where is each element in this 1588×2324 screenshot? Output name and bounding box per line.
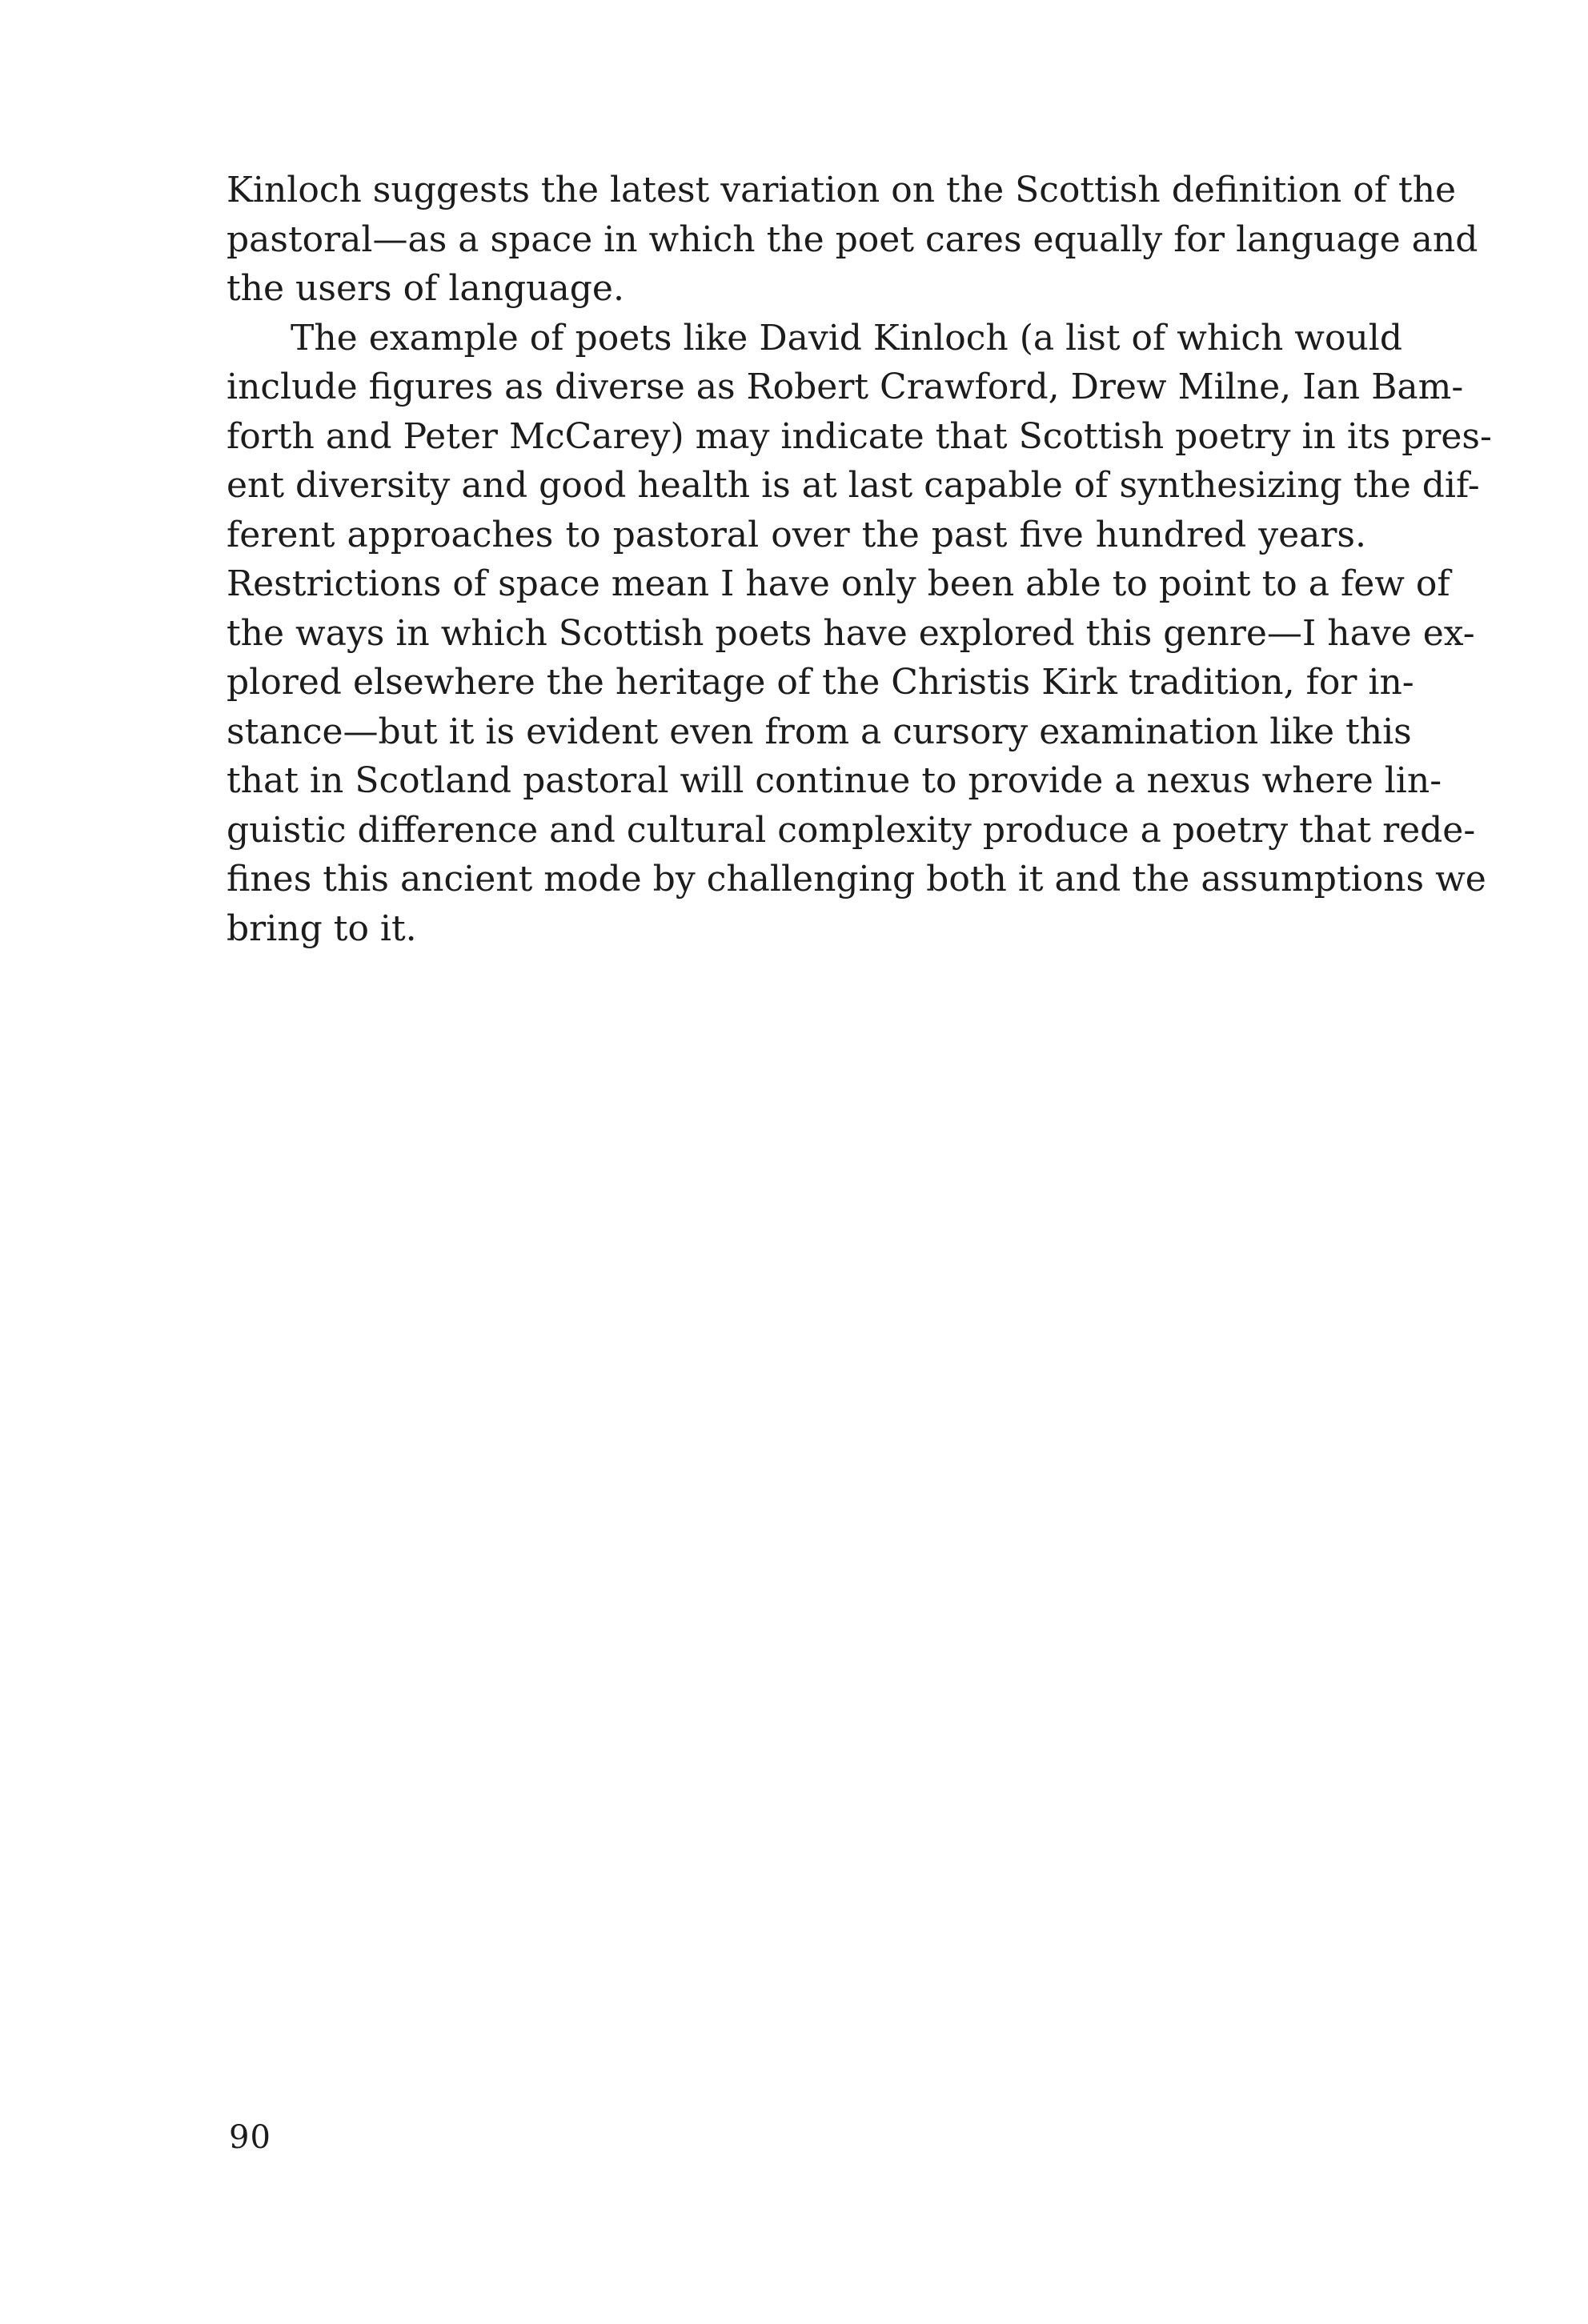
text-line: the ways in which Scottish poets have explored this genre—I have ex-: [227, 612, 1475, 654]
text-line: ferent approaches to pastoral over the past five hundred years.: [227, 514, 1366, 555]
text-line: that in Scotland pastoral will continue to provide a nexus where lin-: [227, 760, 1442, 801]
text-line: include figures as diverse as Robert Crawford, Drew Milne, Ian Bam-: [227, 367, 1464, 407]
text-line: fines this ancient mode by challenging both it and the assumptions we: [227, 859, 1486, 900]
text-line: The example of poets like David Kinloch (a list of which would: [291, 317, 1403, 359]
text-line: Kinloch suggests the latest variation on the Scottish definition of the: [227, 170, 1457, 210]
text-line: stance—but it is evident even from a cursory examination like this: [227, 711, 1412, 752]
text-line: plored elsewhere the heritage of the Christis Kirk tradition, for in-: [227, 662, 1414, 703]
body-text: [227, 166, 1492, 953]
text-line: ent diversity and good health is at last capable of synthesizing the dif-: [227, 465, 1480, 506]
text-line: guistic difference and cultural complexity produce a poetry that rede-: [227, 809, 1476, 851]
text-line: bring to it.: [227, 908, 417, 949]
page-number: 90: [229, 2119, 271, 2156]
text-line: Restrictions of space mean I have only been able to point to a few of: [227, 563, 1450, 604]
text-line: forth and Peter McCarey) may indicate that Scottish poetry in its pres-: [227, 415, 1492, 457]
text-line: the users of language.: [227, 268, 624, 309]
text-line: pastoral—as a space in which the poet cares equally for language and: [227, 218, 1478, 260]
